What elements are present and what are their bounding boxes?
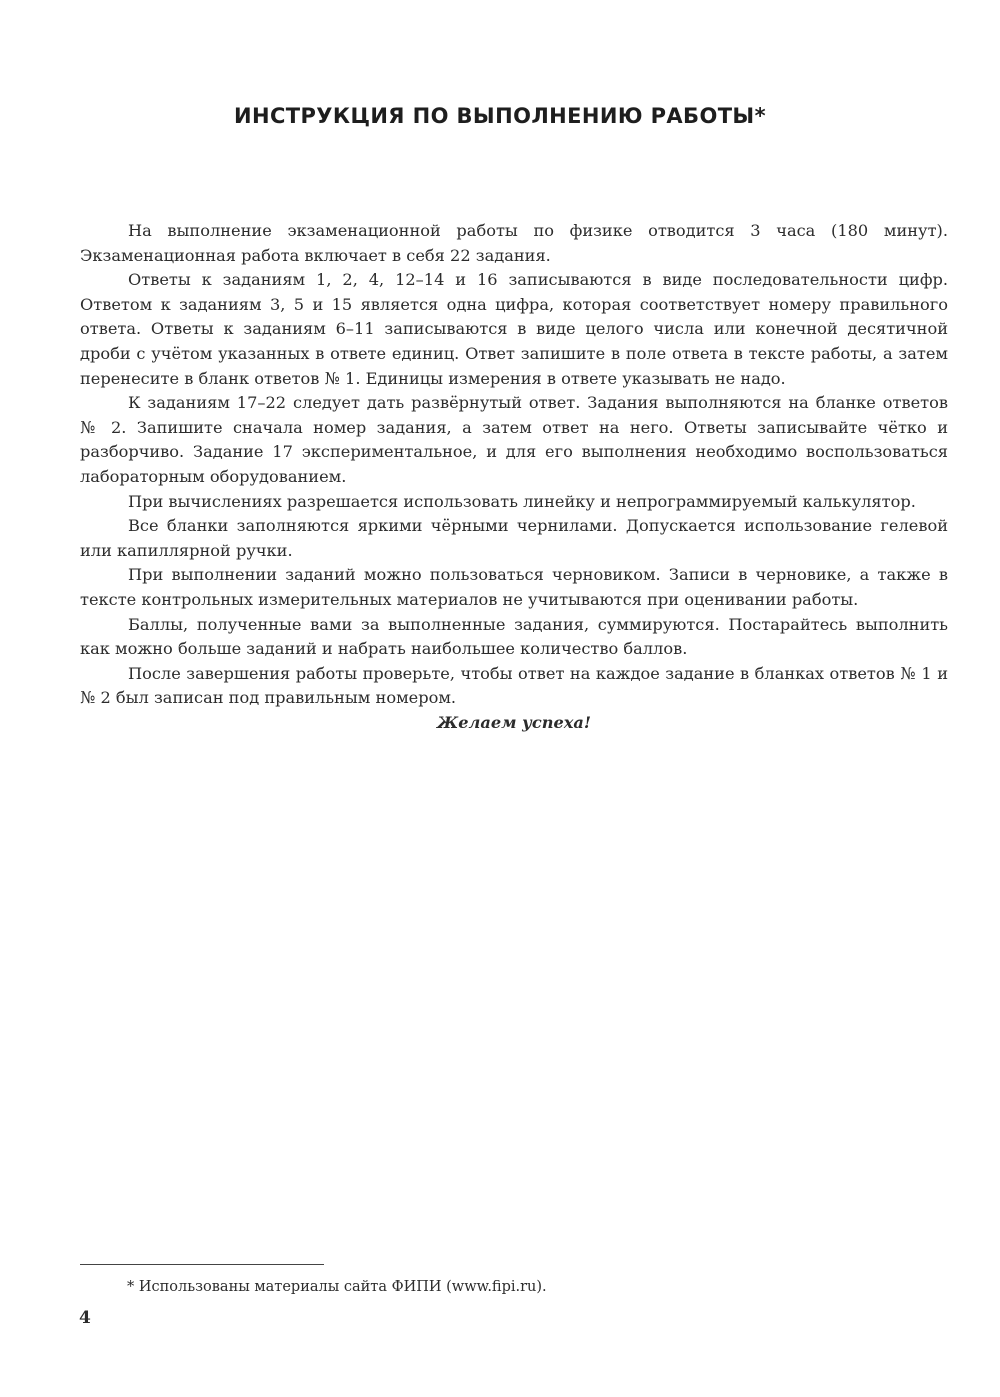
page-number: 4 — [79, 1308, 91, 1328]
paragraph-ink: Все бланки заполняются яркими чёрными чернилами. Допускается использование гелевой или капиллярной ручки. — [80, 516, 948, 560]
paragraph-draft: При выполнении заданий можно пользоваться черновиком. Записи в черновике, а также в тексте контрольных измерительных материалов не учитываются при оценивании работы. — [80, 565, 948, 609]
paragraph-exam-duration: На выполнение экзаменационной работы по физике отводится 3 часа (180 минут). Экзаменационная работа включает в себя 22 задания. — [80, 221, 948, 265]
instructions-body — [80, 219, 948, 735]
paragraph-extended-answers: К заданиям 17–22 следует дать развёрнутый ответ. Задания выполняются на бланке ответов № 2. Запишите сначала номер задания, а затем ответ на него. Ответы записывайте чётко и разборчиво. Задание 17 экспериментальное, и для его выполнения необходимо воспользоваться лабораторным оборудованием. — [80, 393, 948, 486]
footnote: * Использованы материалы сайта ФИПИ (www.fipi.ru). — [127, 1279, 547, 1295]
paragraph-calculator: При вычислениях разрешается использовать линейку и непрограммируемый калькулятор. — [128, 491, 916, 511]
footnote-divider — [80, 1264, 324, 1265]
paragraph-final-check: После завершения работы проверьте, чтобы ответ на каждое задание в бланках ответов № 1 и № 2 был записан под правильным номером. — [80, 663, 948, 708]
paragraph-scoring: Баллы, полученные вами за выполненные задания, суммируются. Постарайтесь выполнить как можно больше заданий и набрать наибольшее количество баллов. — [80, 614, 948, 659]
paragraph-short-answers: Ответы к заданиям 1, 2, 4, 12–14 и 16 записываются в виде последовательности цифр. Ответом к заданиям 3, 5 и 15 является одна цифра, которая соответствует номеру правильного ответа. Ответы к заданиям 6–11 записываются в виде целого числа или конечной десятичной дроби с учётом указанных в ответе единиц. Ответ запишите в поле ответа в тексте работы, а затем перенесите в бланк ответов № 1. Единицы измерения в ответе указывать не надо. — [80, 270, 948, 388]
closing-wish: Желаем успеха! — [436, 712, 592, 732]
page-title: ИНСТРУКЦИЯ ПО ВЫПОЛНЕНИЮ РАБОТЫ* — [234, 104, 766, 128]
